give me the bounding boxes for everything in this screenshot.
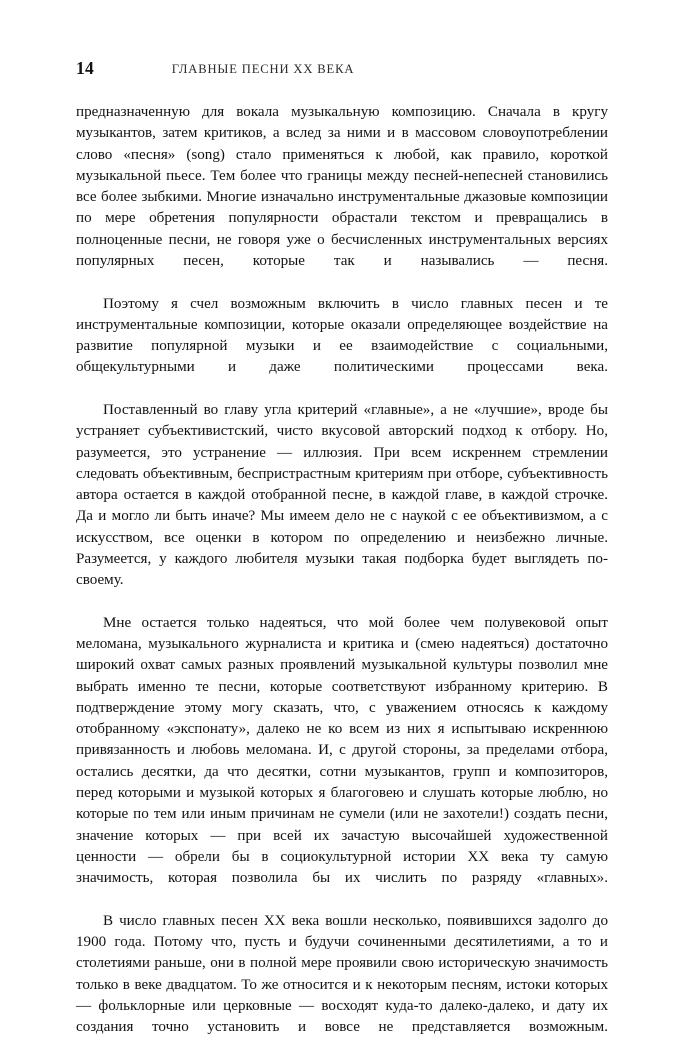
paragraph: предназначенную для вокала музыкальную композицию. Сначала в кругу музыкантов, затем критиков, а вслед за ними и в массовом словоупотреблении слово «песня» (song) стало применяться к любой, как правило, короткой музыкальной пьесе. Тем более что границы между песней-непесней становились все более зыбкими. Многие изначально инструментальные джазовые композиции по мере обретения популярности обрастали текстом и превращались в полноценные песни, не говоря уже о бесчисленных инструментальных версиях популярных песен, которые так и назывались — песня. <box>76 104 608 269</box>
text-block <box>76 102 608 1060</box>
page-number: 14 <box>76 58 94 78</box>
paragraph: Поэтому я счел возможным включить в число главных песен и те инструментальные композиции, которые оказали определяющее воздействие на развитие популярной музыки и ее взаимодействие с социальными, общекультурными и даже политическими процессами века. <box>76 295 608 376</box>
running-head <box>76 57 608 81</box>
paragraph: Мне остается только надеяться, что мой более чем полувековой опыт меломана, музыкального журналиста и критика и (смею надеяться) достаточно широкий охват самых разных проявлений музыкальной культуры позволил мне выбрать именно те песни, которые соответствуют избранному критерию. В подтверждение этому могу сказать, что, с уважением относясь к каждому отобранному «экспонату», далеко не ко всем из них я испытываю искреннюю привязанность и любовь меломана. И, с другой стороны, за пределами отбора, остались десятки, да что десятки, сотни музыкантов, групп и композиторов, перед которыми и музыкой которых я благоговею и слушать которые люблю, но которые по тем или иным причинам не сумели (или не захотели!) создать песни, значение которых — при всей их зачастую высочайшей художественной ценности — обрели бы в социокультурной истории XX века ту самую значимость, которая позволила бы их числить по разряду «главных». <box>76 614 608 887</box>
running-head-title: ГЛАВНЫЕ ПЕСНИ XX ВЕКА <box>171 62 355 76</box>
paragraph: Поставленный во главу угла критерий «главные», а не «лучшие», вроде бы устраняет субъективистский, чисто вкусовой авторский подход к отбору. Но, разумеется, это устранение — иллюзия. При всем искреннем стремлении следовать объективным, беспристрастным критериям при отборе, субъективность автора остается в каждой отобранной песне, в каждой главе, в каждой строчке. Да и могло ли быть иначе? Мы имеем дело не с наукой с ее объективизмом, а с искусством, все оценки в котором по определению и неизбежно личные. Разумеется, у каждого любителя музыки такая подборка будет выглядеть по-своему. <box>76 401 608 589</box>
paragraph: В число главных песен XX века вошли несколько, появившихся задолго до 1900 года. Потому что, пусть и будучи сочиненными десятилетиями, а то и столетиями раньше, они в полной мере проявили свою историческую значимость только в веке двадцатом. То же относится и к некоторым песням, истоки которых — фольклорные или церковные — восходят куда-то далеко-далеко, и дату их создания точно установить и вовсе не представляется возможным. <box>76 912 608 1036</box>
